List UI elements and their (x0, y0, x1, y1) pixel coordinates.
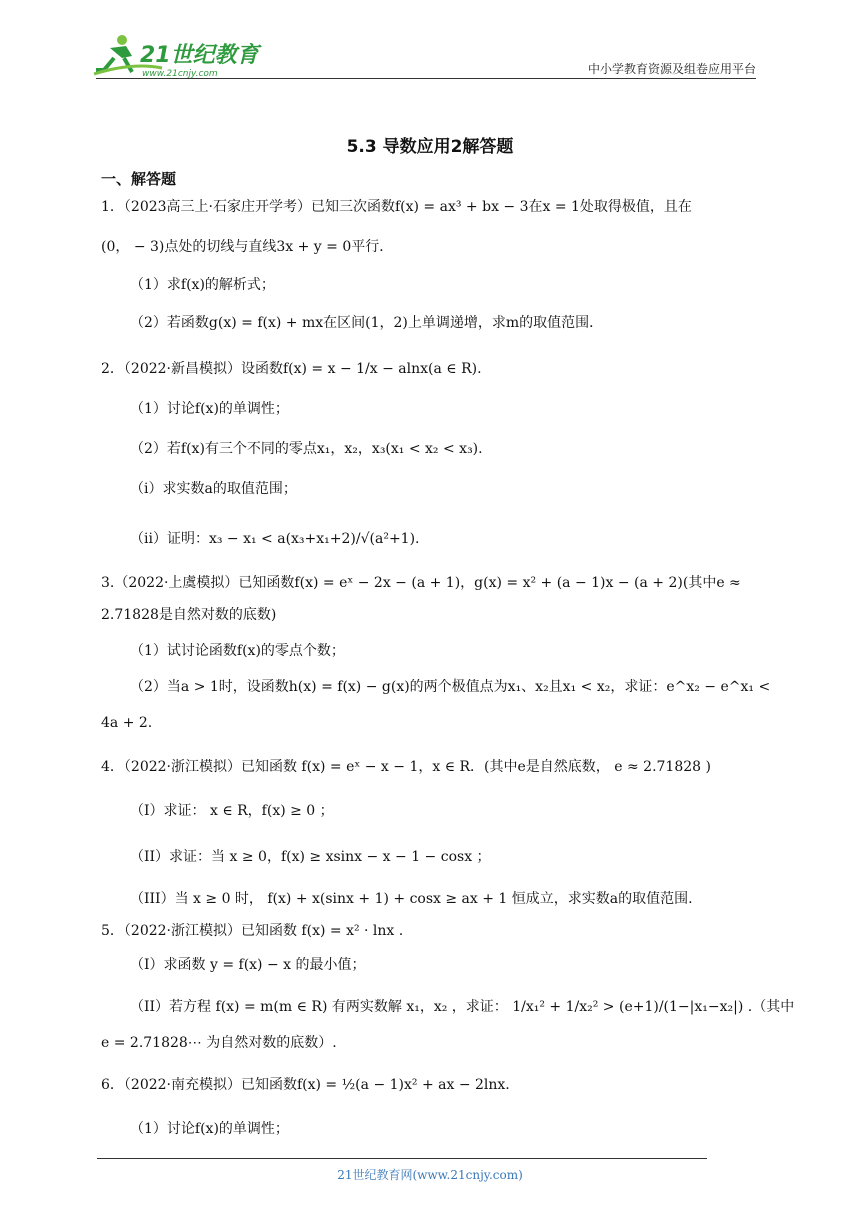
question-line-q4-l3: （II）求证：当 x ≥ 0，f(x) ≥ xsinx − x − 1 − cosx ； (130, 849, 491, 865)
logo (92, 32, 262, 82)
question-line-q5-l2: （I）求函数 y = f(x) − x 的最小值； (130, 957, 366, 973)
page-header (0, 0, 860, 90)
question-line-q1-l4: （2）若函数g(x) = f(x) + mx在区间(1，2)上单调递增，求m的取值范围． (130, 315, 604, 331)
question-line-q6-l2: （1）讨论f(x)的单调性； (130, 1121, 289, 1137)
question-line-q4-l1: 4．（2022·浙江模拟）已知函数 f(x) = eˣ − x − 1，x ∈ R．(其中e是自然底数， e ≈ 2.71828 ) (101, 759, 711, 775)
document-title: 5.3 导数应用2解答题 (346, 137, 514, 157)
question-line-q2-l5: （ii）证明：x₃ − x₁ < a(x₃+x₁+2)/√(a²+1). (130, 531, 420, 547)
question-line-q1-l1: 1．（2023高三上·石家庄开学考）已知三次函数f(x) = ax³ + bx − 3在x = 1处取得极值，且在 (101, 199, 692, 215)
question-line-q2-l3: （2）若f(x)有三个不同的零点x₁，x₂，x₃(x₁ < x₂ < x₃). (130, 441, 483, 457)
section-heading: 一、解答题 (101, 170, 177, 188)
question-line-q5-l4: e = 2.71828⋯ 为自然对数的底数）. (101, 1035, 337, 1051)
question-line-q1-l3: （1）求f(x)的解析式； (130, 277, 275, 293)
question-line-q2-l2: （1）讨论f(x)的单调性； (130, 401, 289, 417)
header-divider (96, 78, 756, 79)
footer-link[interactable]: 21世纪教育网(www.21cnjy.com) (337, 1168, 523, 1182)
svg-text:21世纪教育: 21世纪教育 (140, 43, 259, 68)
question-line-q1-l2: (0， − 3)点处的切线与直线3x + y = 0平行． (101, 239, 394, 255)
question-line-q3-l1: 3.（2022·上虞模拟）已知函数f(x) = eˣ − 2x − (a + 1)，g(x) = x² + (a − 1)x − (a + 2)(其中e ≈ (101, 575, 741, 591)
question-line-q5-l3: （II）若方程 f(x) = m(m ∈ R) 有两实数解 x₁，x₂ ，求证： 1/x₁² + 1/x₂² > (e+1)/(1−|x₁−x₂|) .（其中 (130, 999, 795, 1015)
question-line-q2-l1: 2．（2022·新昌模拟）设函数f(x) = x − 1/x − alnx(a ∈ R). (101, 361, 482, 377)
question-line-q3-l5: 4a + 2. (101, 715, 153, 731)
footer-divider (97, 1158, 707, 1159)
svg-text:www.21cnjy.com: www.21cnjy.com (142, 69, 218, 79)
question-line-q3-l4: （2）当a > 1时，设函数h(x) = f(x) − g(x)的两个极值点为x₁、x₂且x₁ < x₂，求证：e^x₂ − e^x₁ < (130, 679, 771, 695)
question-line-q5-l1: 5．（2022·浙江模拟）已知函数 f(x) = x² · lnx . (101, 923, 404, 939)
question-line-q3-l2: 2.71828是自然对数的底数) (101, 607, 277, 623)
question-line-q4-l2: （I）求证： x ∈ R，f(x) ≥ 0 ； (130, 803, 334, 819)
site-slogan: 中小学教育资源及组卷应用平台 (587, 62, 756, 76)
question-line-q4-l4: （III）当 x ≥ 0 时， f(x) + x(sinx + 1) + cosx ≥ ax + 1 恒成立，求实数a的取值范围. (130, 891, 693, 907)
question-line-q3-l3: （1）试讨论函数f(x)的零点个数； (130, 643, 345, 659)
question-line-q6-l1: 6．（2022·南充模拟）已知函数f(x) = ½(a − 1)x² + ax − 2lnx. (101, 1077, 510, 1093)
runner-logo-icon (92, 32, 262, 82)
question-line-q2-l4: （i）求实数a的取值范围； (130, 481, 297, 497)
